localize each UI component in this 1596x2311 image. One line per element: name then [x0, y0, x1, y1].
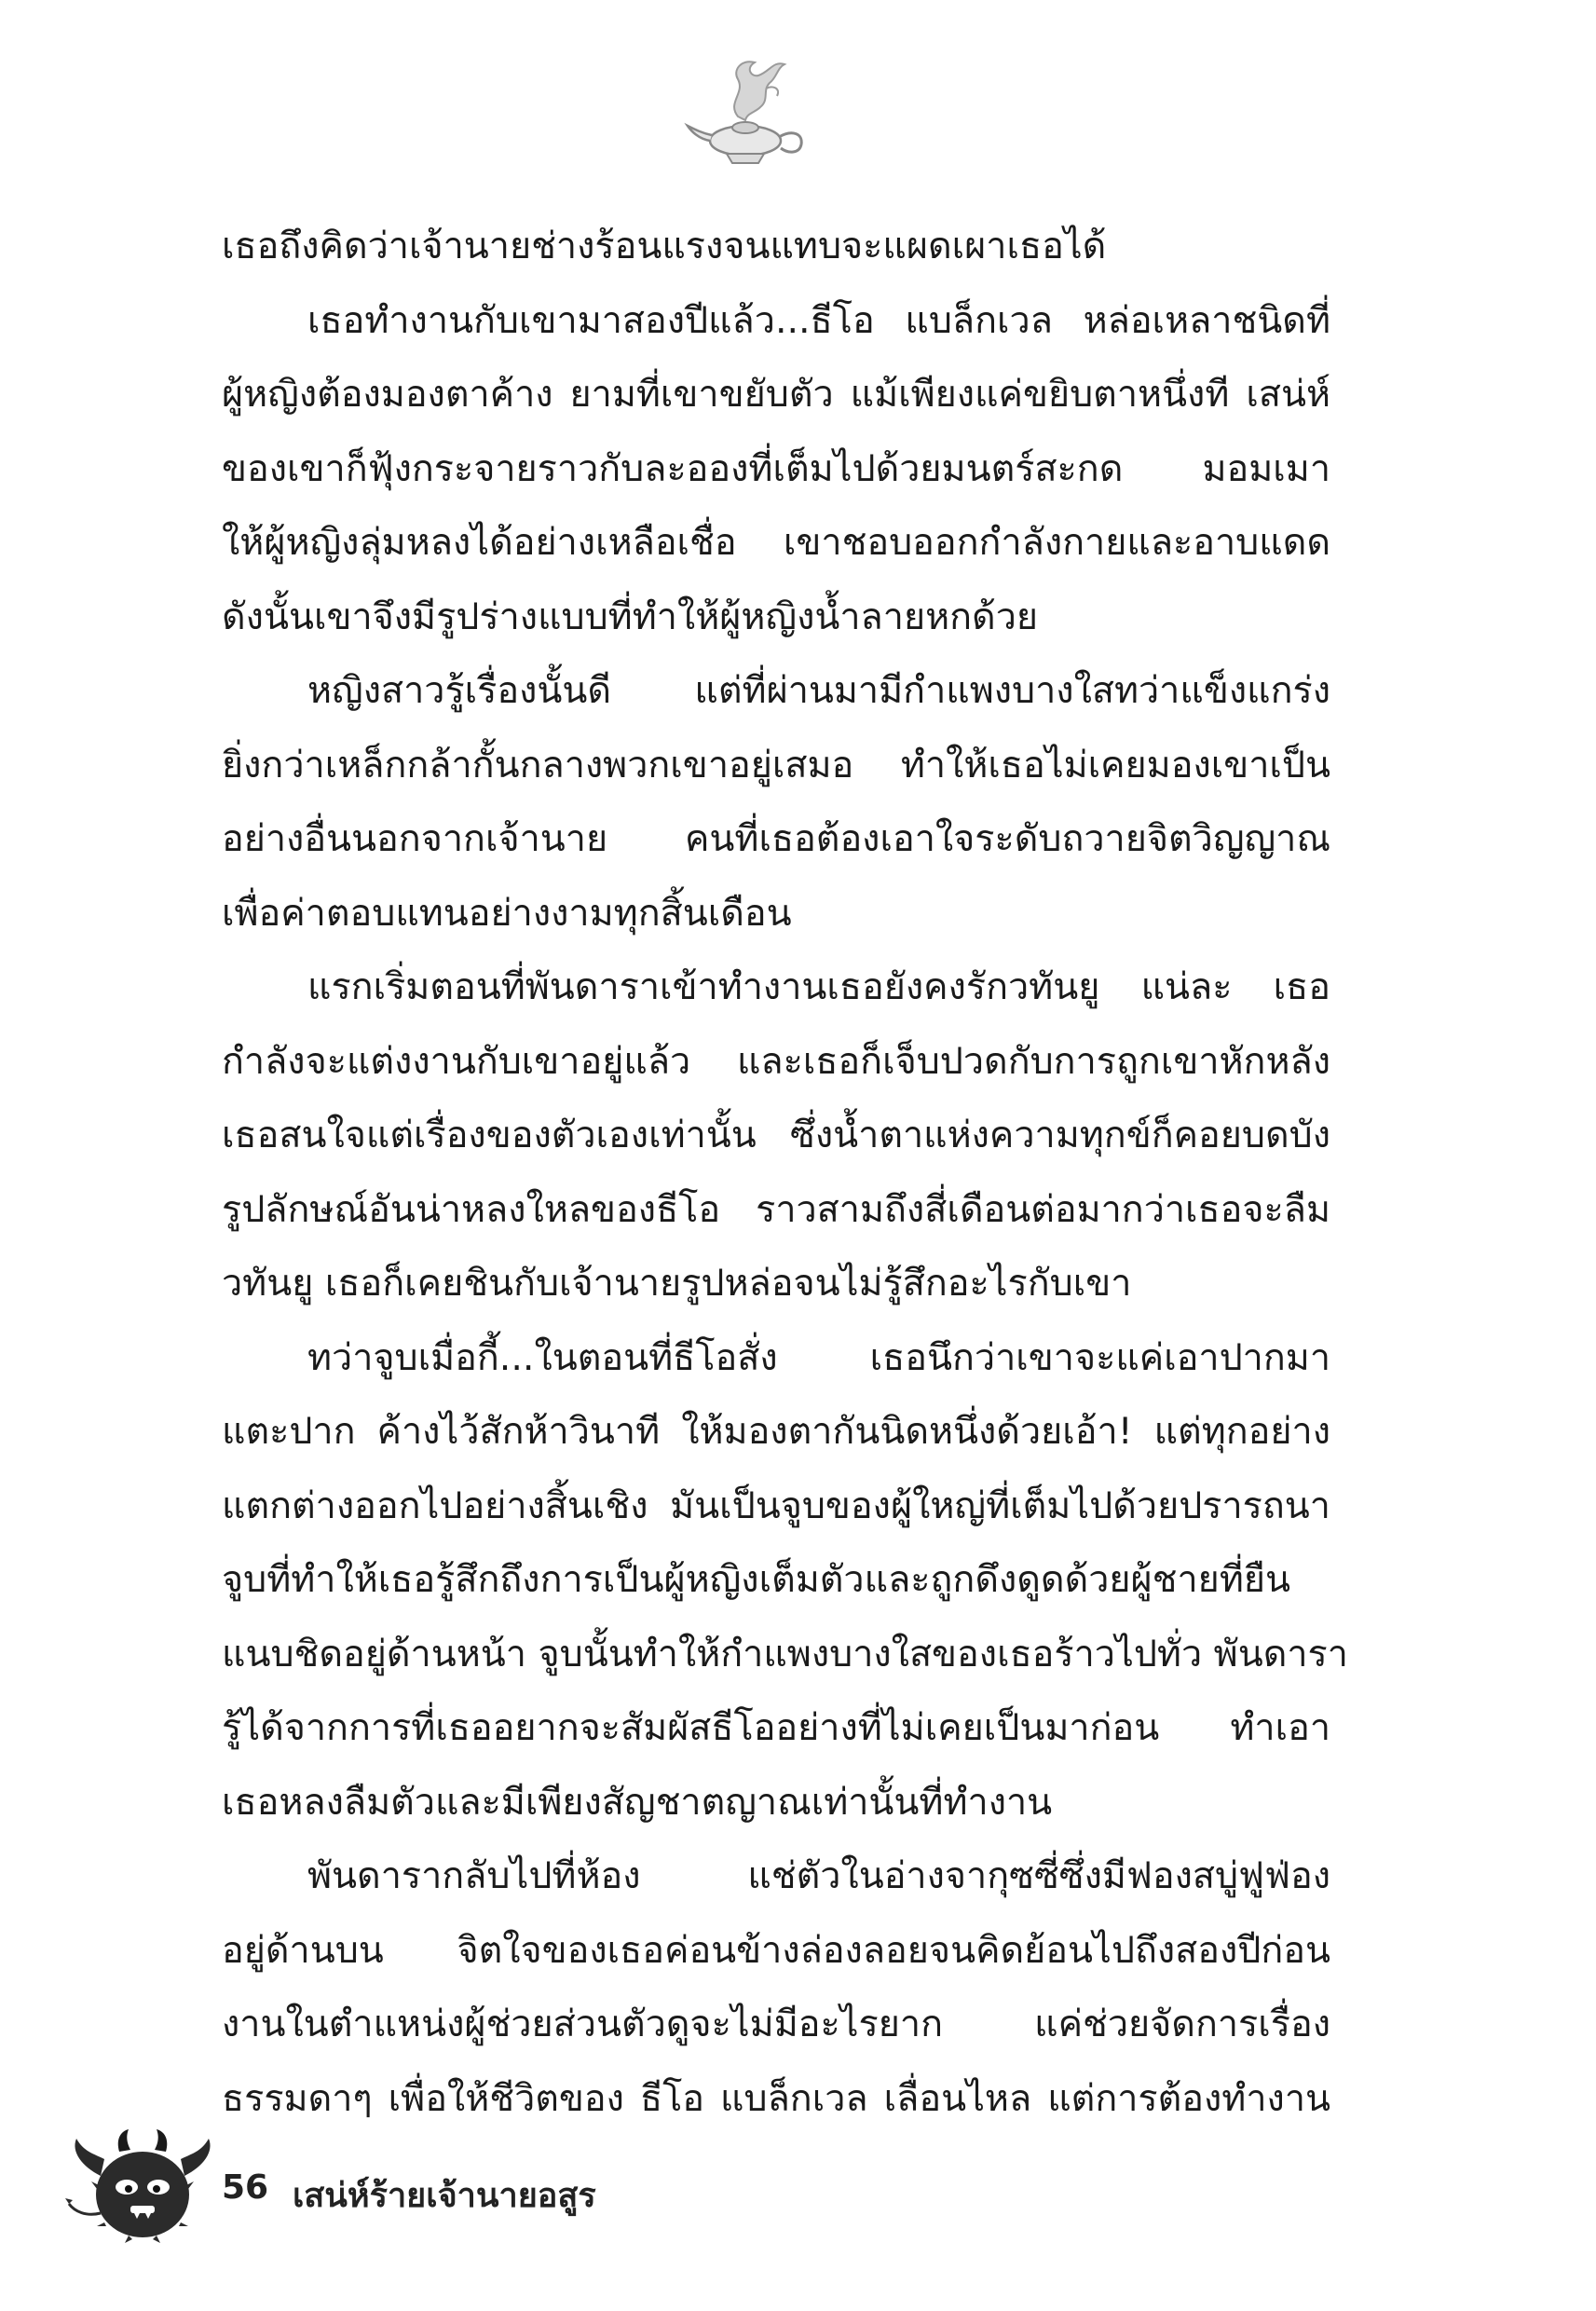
paragraph-line: กำลังจะแต่งงานกับเขาอยู่แล้ว และเธอก็เจ็บปวดกับการถูกเขาหักหลัง [222, 1039, 1330, 1083]
paragraph-line: เธอทำงานกับเขามาสองปีแล้ว...ธีโอ แบล็กเวล หล่อเหลาชนิดที่ [307, 298, 1330, 342]
paragraph-line: ยิ่งกว่าเหล็กกล้ากั้นกลางพวกเขาอยู่เสมอ ทำให้เธอไม่เคยมองเขาเป็น [222, 743, 1330, 786]
book-title: เสน่ห์ร้ายเจ้านายอสูร [293, 2177, 596, 2215]
paragraph-line: แรกเริ่มตอนที่พันดาราเข้าทำงานเธอยังคงรักวทันยู แน่ละ เธอ [307, 965, 1330, 1008]
paragraph-line: แตกต่างออกไปอย่างสิ้นเชิง มันเป็นจูบของผู้ใหญ่ที่เต็มไปด้วยปรารถนา [222, 1484, 1330, 1527]
paragraph-line: อยู่ด้านบน จิตใจของเธอค่อนข้างล่องลอยจนคิดย้อนไปถึงสองปีก่อน [222, 1928, 1330, 1972]
paragraph-line: เธอหลงลืมตัวและมีเพียงสัญชาตญาณเท่านั้นที่ทำงาน [222, 1780, 1053, 1824]
paragraph-line: หญิงสาวรู้เรื่องนั้นดี แต่ที่ผ่านมามีกำแพงบางใสทว่าแข็งแกร่ง [307, 669, 1330, 712]
paragraph-line: งานในตำแหน่งผู้ช่วยส่วนตัวดูจะไม่มีอะไรยาก แค่ช่วยจัดการเรื่อง [222, 2003, 1330, 2045]
paragraph-line: วทันยู เธอก็เคยชินกับเจ้านายรูปหล่อจนไม่รู้สึกอะไรกับเขา [222, 1262, 1132, 1305]
body-text [222, 210, 1348, 2136]
paragraph-line: ทว่าจูบเมื่อกี้...ในตอนที่ธีโอสั่ง เธอนึกว่าเขาจะแค่เอาปากมา [307, 1335, 1330, 1379]
genie-lamp-icon [680, 51, 820, 172]
paragraph-line: แนบชิดอยู่ด้านหน้า จูบนั้นทำให้กำแพงบางใสของเธอร้าวไปทั่ว พันดารา [222, 1632, 1348, 1675]
page-footer [63, 2120, 716, 2250]
page-number: 56 [222, 2168, 269, 2207]
paragraph-line: ธรรมดาๆ เพื่อให้ชีวิตของ ธีโอ แบล็กเวล เลื่อนไหล แต่การต้องทำงาน [222, 2076, 1330, 2120]
paragraph-line: ดังนั้นเขาจึงมีรูปร่างแบบที่ทำให้ผู้หญิงน้ำลายหกด้วย [222, 595, 1039, 638]
paragraph-line: รูปลักษณ์อันน่าหลงใหลของธีโอ ราวสามถึงสี่เดือนต่อมากว่าเธอจะลืม [222, 1187, 1330, 1231]
paragraph-line: จูบที่ทำให้เธอรู้สึกถึงการเป็นผู้หญิงเต็มตัวและถูกดึงดูดด้วยผู้ชายที่ยืน [222, 1558, 1291, 1601]
paragraph-line: รู้ได้จากการที่เธออยากจะสัมผัสธีโออย่างที่ไม่เคยเป็นมาก่อน ทำเอา [222, 1706, 1330, 1749]
paragraph-line: ของเขาก็ฟุ้งกระจายราวกับละอองที่เต็มไปด้วยมนตร์สะกด มอมเมา [222, 446, 1330, 490]
paragraph-line: เธอสนใจแต่เรื่องของตัวเองเท่านั้น ซึ่งน้ำตาแห่งความทุกข์ก็คอยบดบัง [222, 1114, 1330, 1156]
devil-mascot-icon [63, 2120, 222, 2250]
paragraph-line: พันดารากลับไปที่ห้อง แช่ตัวในอ่างจากุซซี่ซึ่งมีฟองสบู่ฟูฟ่อง [307, 1854, 1330, 1897]
paragraph-line: ให้ผู้หญิงลุ่มหลงได้อย่างเหลือเชื่อ เขาชอบออกกำลังกายและอาบแดด [222, 521, 1330, 564]
paragraph-line: เธอถึงคิดว่าเจ้านายช่างร้อนแรงจนแทบจะแผดเผาเธอได้ [222, 225, 1107, 267]
paragraph-line: อย่างอื่นนอกจากเจ้านาย คนที่เธอต้องเอาใจระดับถวายจิตวิญญาณ [222, 817, 1330, 860]
paragraph-line: ผู้หญิงต้องมองตาค้าง ยามที่เขาขยับตัว แม้เพียงแค่ขยิบตาหนึ่งที เสน่ห์ [222, 373, 1330, 416]
paragraph-line: แตะปาก ค้างไว้สักห้าวินาที ให้มองตากันนิดหนึ่งด้วยเอ้า! แต่ทุกอย่าง [222, 1410, 1330, 1453]
paragraph-line: เพื่อค่าตอบแทนอย่างงามทุกสิ้นเดือน [222, 891, 792, 935]
